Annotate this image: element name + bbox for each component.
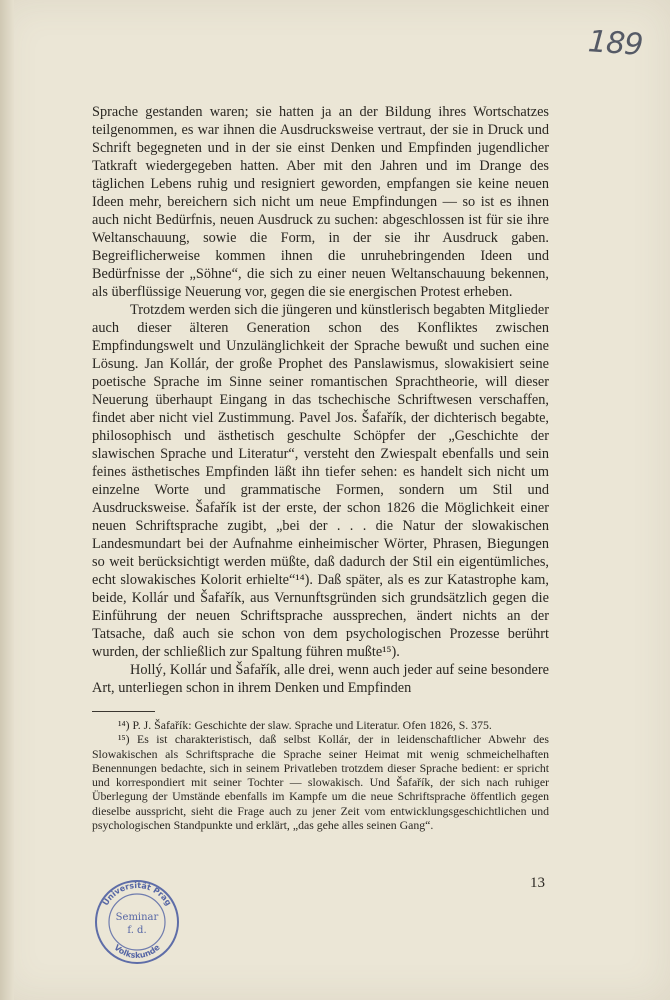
footnote-separator (92, 711, 155, 712)
paragraph: Hollý, Kollár und Šafařík, alle drei, wenn auch jeder auf seine besondere Art, unterliegen schon in ihrem Denken und Empfinden (92, 662, 549, 696)
stamp-center-line-2: f. d. (127, 925, 147, 936)
body-text (92, 103, 549, 697)
stamp-lower-text: Volkskunde (112, 942, 162, 961)
footnotes (92, 718, 549, 832)
footnote-14: ¹⁴) P. J. Šafařík: Geschichte der slaw. Sprache und Literatur. Ofen 1826, S. 375. (118, 718, 492, 732)
handwritten-folio-number: 189 (586, 24, 644, 63)
svg-text:Volkskunde (112, 942, 162, 960)
page-number: 13 (530, 875, 545, 891)
footnote-15: ¹⁵) Es ist charakteristisch, daß selbst Kollár, der in leidenschaftlicher Abwehr des Slowakischen als Schriftsprache die Sprache seiner Heimat mit wenig schmeichelhaften Benennungen bedachte, sich in seinem Privatleben trotzdem dieser Sprache bedient: er spricht und korrespondiert mit seiner Tochter — slowakisch. Und Šafařík, der sich nach ruhiger Überlegung der Umstände ebenfalls im Kampfe um die neue Schriftsprache öffentlich gegen dieselbe ausspricht, sieht die Frage auch zu jener Zeit vom entwicklungsgeschichtlichen und psychologischen Standpunkte und erklärt, „das gehe alles seinen Gang“. (92, 732, 549, 833)
page-edge (0, 0, 14, 1000)
stamp-ring-text: Universität Prag (100, 880, 174, 908)
library-stamp (93, 878, 181, 966)
paragraph: Trotzdem werden sich die jüngeren und künstlerisch begabten Mitglieder auch dieser älteren Generation schon des Konfliktes zwischen Empfindungswelt und Unzulänglichkeit der Sprache bewußt und suchen eine Lösung. Jan Kollár, der große Prophet des Panslawismus, slowakisiert seine poetische Sprache im Sinne seiner romantischen Sprachtheorie, will dieser Neuerung überhaupt Eingang in das tschechische Schriftwesen verschaffen, findet aber nicht viel Zustimmung. Pavel Jos. Šafařík, der dichterisch begabte, philosophisch und ästhetisch geschulte Schöpfer der „Geschichte der slawischen Sprache und Literatur“, versteht den Zwiespalt ebenfalls und sein feines ästhetisches Empfinden läßt ihn tiefer sehen: es handelt sich nicht um einzelne Worte und grammatische Formen, sondern um Stil und Ausdrucksweise. Šafařík ist der erste, der schon 1826 die Möglichkeit einer neuen Schriftsprache zugibt, „bei der . . . die Natur der slowakischen Landesmundart bei der Aufnahme einheimischer Wörter, Phrasen, Biegungen so weit berücksichtigt werden müßte, daß dadurch der Stil ein eigentümliches, echt slowakisches Kolorit erhielte“¹⁴). Daß später, als es zur Katastrophe kam, beide, Kollár und Šafařík, aus Vernunftsgründen sich grundsätzlich gegen die Einführung der neuen Schriftsprache aussprechen, ändert nichts an der Tatsache, daß auch sie schon von dem psychologischen Prozesse berührt wurden, der schließlich zur Spaltung führen mußte¹⁵). (92, 302, 549, 660)
stamp-center-line-1: Seminar (115, 912, 159, 923)
paragraph: Sprache gestanden waren; sie hatten ja an der Bildung ihres Wortschatzes teilgenommen, es war ihnen die Ausdrucksweise vertraut, der sie in Druck und Schrift begegneten und in der sie einst Denken und Empfinden jugendlicher Tatkraft wiedergegeben hatten. Aber mit den Jahren und im Drange des täglichen Lebens ruhig und resigniert geworden, empfangen sie keine neuen Ideen mehr, bereichern sich nicht um neue Empfindungen — so ist es ihnen auch nicht Bedürfnis, neuen Ausdruck zu suchen: abgeschlossen ist für sie ihre Weltanschauung, sowie die Form, in der sie ihr Ausdruck gaben. Begreiflicherweise kommen ihnen die unruhebringenden Ideen und Bedürfnisse der „Söhne“, die sich zu einer neuen Weltanschauung bekennen, als überflüssige Neuerung vor, gegen die sie energischen Protest erheben. (92, 104, 549, 300)
